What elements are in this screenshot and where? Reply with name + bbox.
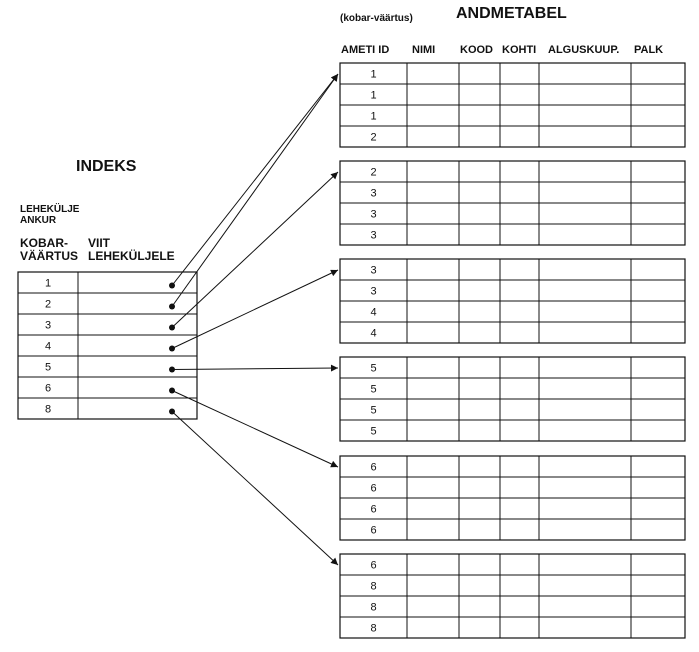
data-page-3	[340, 259, 685, 343]
data-row-job-id: 5	[370, 362, 377, 375]
data-row-job-id: 4	[370, 327, 377, 340]
pointer-arrow-2	[172, 74, 338, 307]
data-row-job-id: 8	[370, 601, 377, 614]
column-header-name: NIMI	[412, 44, 436, 56]
index-key: 8	[44, 403, 52, 416]
data-row-job-id: 5	[370, 383, 377, 396]
data-page-4	[340, 357, 685, 441]
data-row-job-id: 4	[370, 306, 377, 319]
column-header-start-date: ALGUSKUUP.	[548, 44, 620, 56]
data-page-1	[340, 63, 685, 147]
data-row-job-id: 1	[370, 89, 377, 102]
column-header-seats: KOHTI	[502, 44, 537, 56]
pointer-arrow-1	[172, 74, 338, 286]
page-pointer-label: VIIT LEHEKÜLJELE	[88, 236, 175, 263]
data-page-6	[340, 554, 685, 638]
data-row-job-id: 6	[370, 503, 377, 516]
data-row-job-id: 6	[370, 461, 377, 474]
index-title: INDEKS	[76, 158, 137, 175]
data-row-job-id: 8	[370, 580, 377, 593]
index-key: 4	[44, 340, 52, 353]
data-row-job-id: 3	[370, 208, 377, 221]
page-anchor-label: LEHEKÜLJE ANKUR	[20, 204, 80, 226]
data-row-job-id: 2	[370, 166, 377, 179]
column-header-code: KOOD	[460, 44, 493, 56]
index-key: 1	[44, 277, 52, 290]
data-row-job-id: 3	[370, 264, 377, 277]
data-row-job-id: 6	[370, 524, 377, 537]
pointer-arrow-8	[172, 412, 338, 566]
cluster-value-label: KOBAR- VÄÄRTUS	[20, 236, 79, 263]
data-row-job-id: 3	[370, 187, 377, 200]
data-row-job-id: 6	[370, 482, 377, 495]
column-header-job-id: AMETI ID	[341, 44, 390, 56]
data-row-job-id: 3	[370, 285, 377, 298]
data-row-job-id: 5	[370, 425, 377, 438]
column-header-salary: PALK	[634, 44, 664, 56]
data-row-job-id: 2	[370, 131, 377, 144]
pointer-arrow-6	[172, 391, 338, 468]
cluster-value-note: (kobar-väärtus)	[340, 13, 413, 24]
data-row-job-id: 6	[370, 559, 377, 572]
data-table-title: ANDMETABEL	[456, 5, 567, 22]
index-key: 3	[44, 319, 52, 332]
index-key: 2	[44, 298, 52, 311]
data-row-job-id: 8	[370, 622, 377, 635]
data-page-5	[340, 456, 685, 540]
data-row-job-id: 3	[370, 229, 377, 242]
index-key: 6	[44, 382, 52, 395]
index-table	[18, 272, 197, 419]
data-row-job-id: 1	[370, 110, 377, 123]
data-row-job-id: 5	[370, 404, 377, 417]
data-page-2	[340, 161, 685, 245]
pointer-arrow-3	[172, 172, 338, 328]
data-row-job-id: 1	[370, 68, 377, 81]
index-key: 5	[44, 361, 52, 374]
